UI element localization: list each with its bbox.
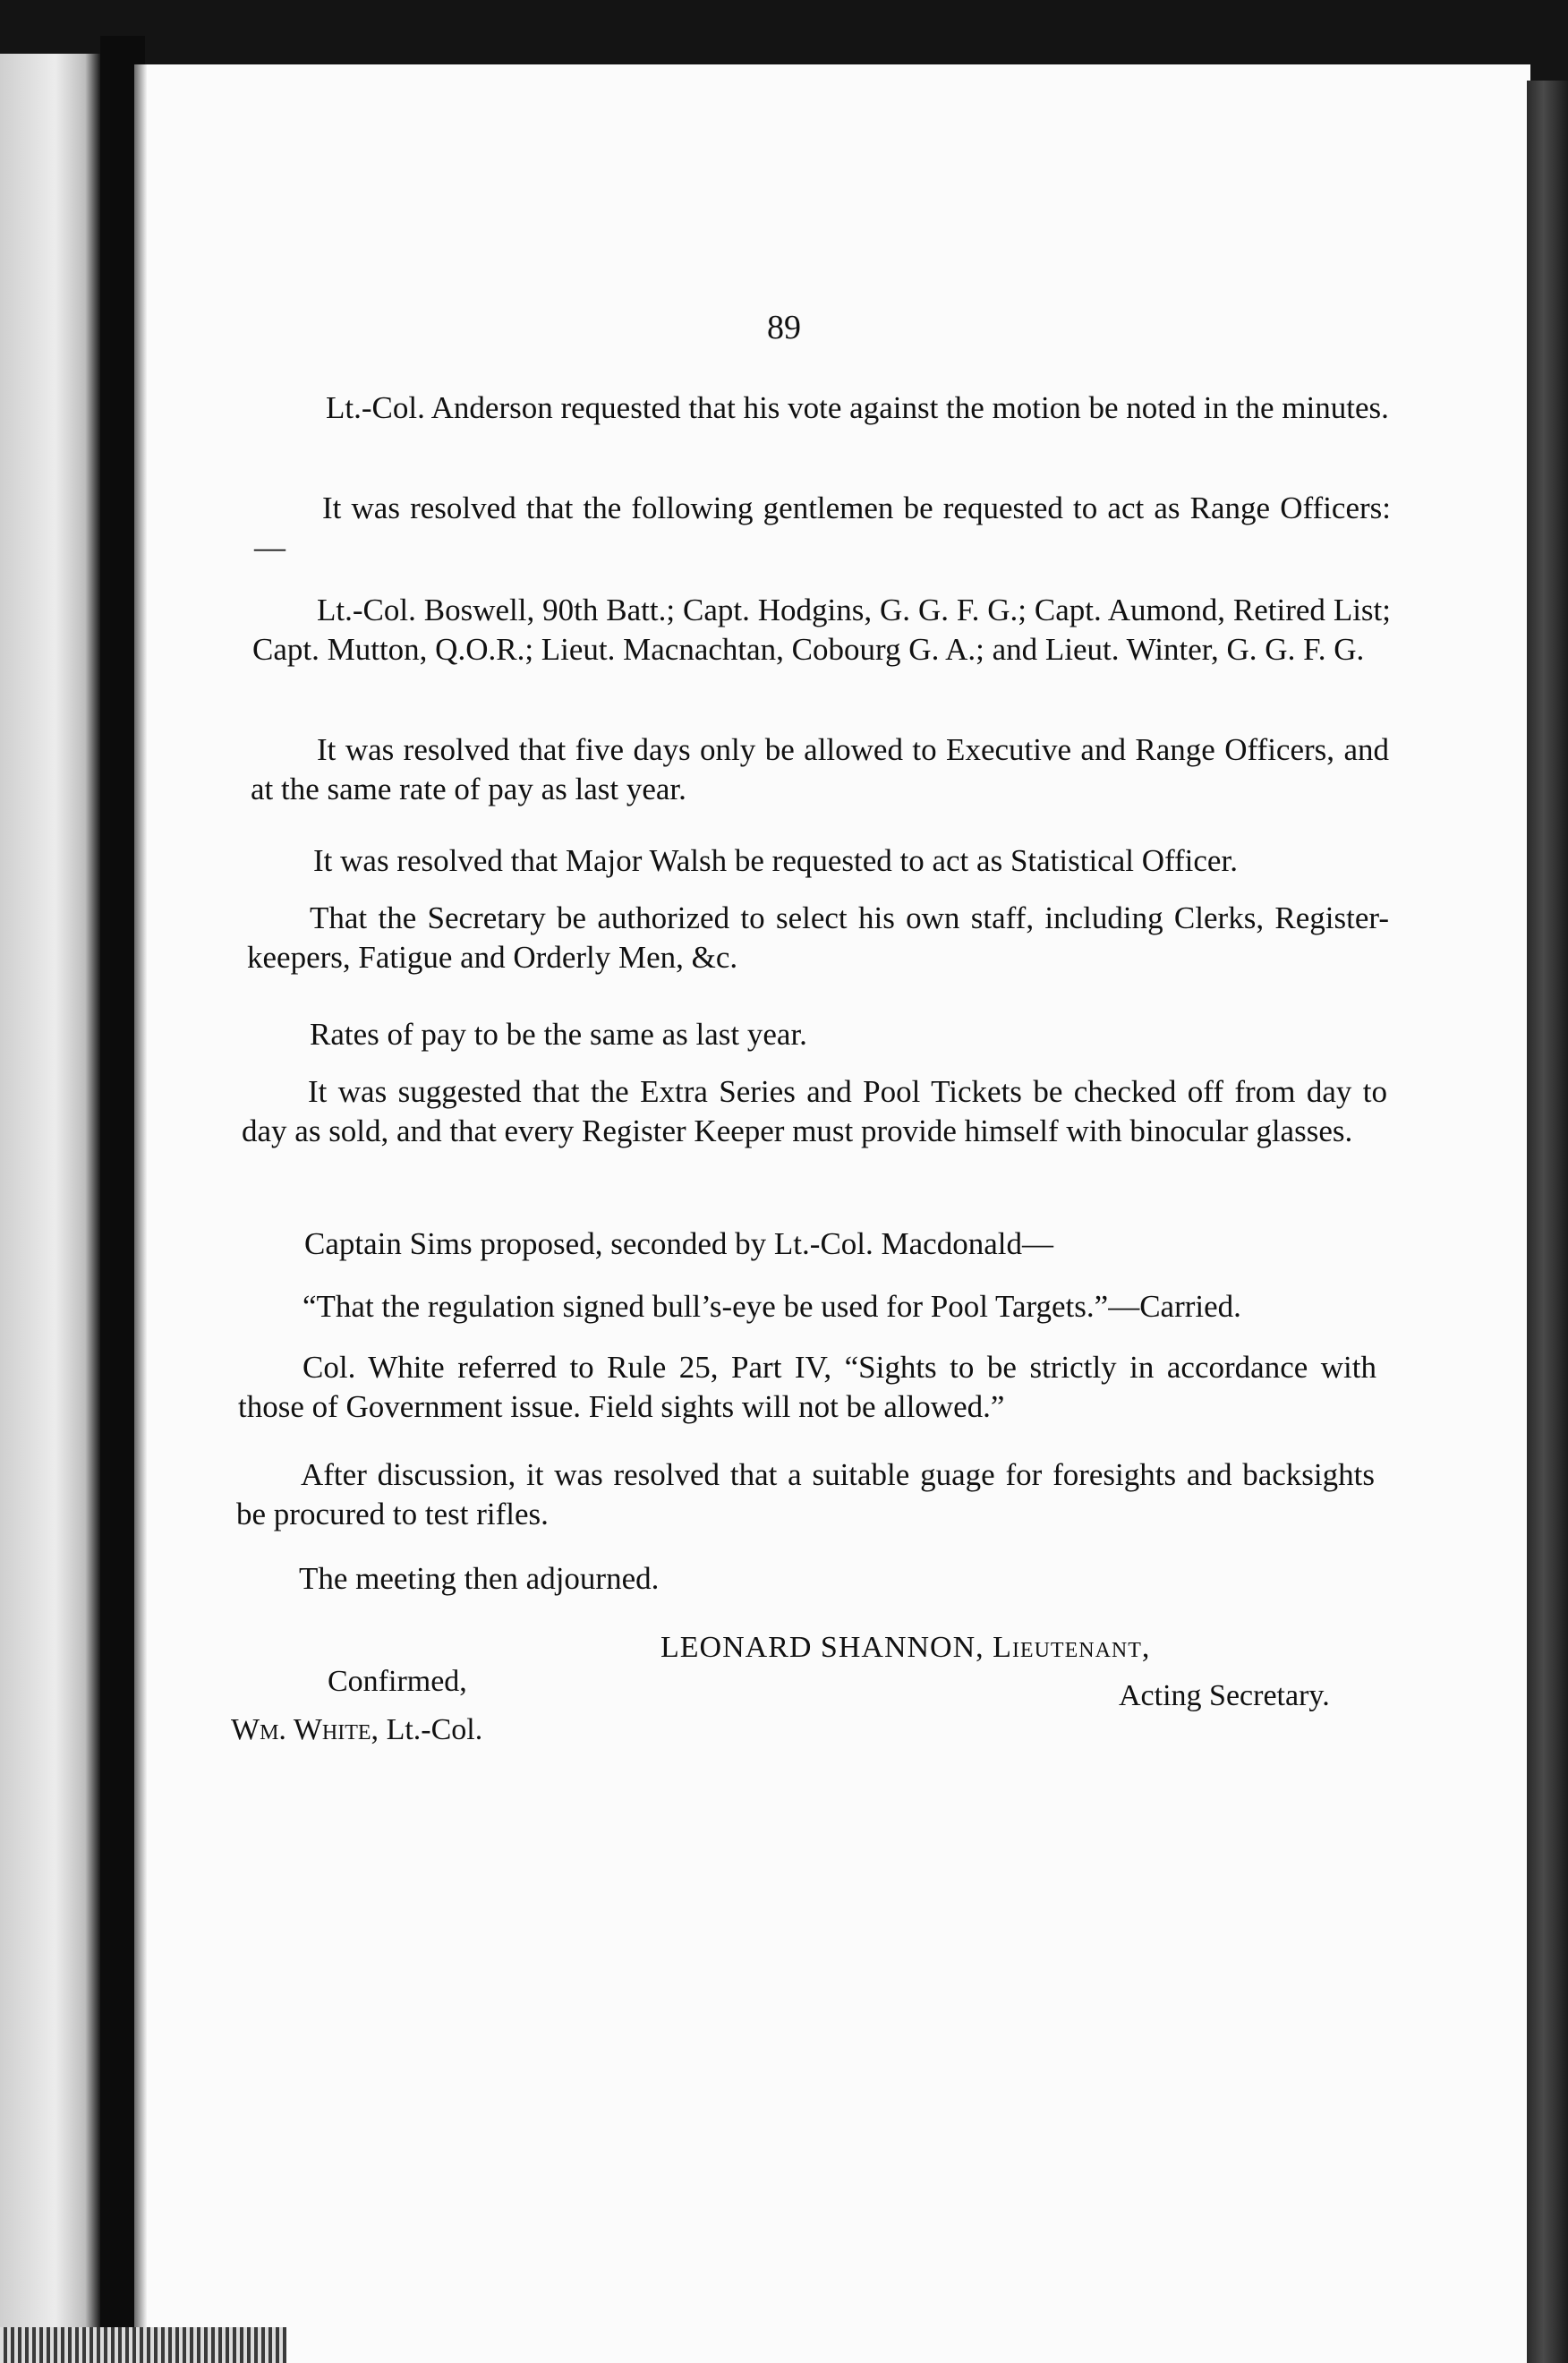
paragraph-6: That the Secretary be authorized to select his own staff, including Clerks, Register-keepers, Fatigue and Orderly Men, &c. (247, 900, 1389, 975)
paragraph-2: It was resolved that the following gentlemen be requested to act as Range Officers:— (254, 491, 1391, 565)
confirmed-label: Confirmed, (328, 1665, 467, 1698)
bottom-edge-strip (0, 2327, 286, 2363)
signatory-block (660, 1631, 1150, 1665)
paragraph-4: It was resolved that five days only be allowed to Executive and Range Officers, and at the same rate of pay as last year. (251, 732, 1389, 806)
paragraph-9: Captain Sims proposed, seconded by Lt.-Col. Macdonald— (304, 1226, 1053, 1261)
paragraph-13: The meeting then adjourned. (299, 1561, 660, 1596)
paragraph-3-range-officers: Lt.-Col. Boswell, 90th Batt.; Capt. Hodgins, G. G. F. G.; Capt. Aumond, Retired List; Capt. Mutton, Q.O.R.; Lieut. Macnachtan, Cobourg G. A.; and Lieut. Winter, G. G. F. G. (252, 593, 1391, 667)
confirmer-rank: Lt.-Col. (386, 1713, 483, 1746)
page-number: 89 (767, 309, 801, 346)
paragraph-12: After discussion, it was resolved that a suitable guage for foresights and backsights be procured to test rifles. (236, 1457, 1375, 1531)
signatory-title: Acting Secretary. (1119, 1679, 1330, 1712)
paragraph-1: Lt.-Col. Anderson requested that his vote against the motion be noted in the minutes. (326, 390, 1389, 425)
confirmer-block (231, 1713, 482, 1747)
right-page-edge (1527, 81, 1568, 2363)
paragraph-11: Col. White referred to Rule 25, Part IV, “Sights to be strictly in accordance with those of Government issue. Field sights will not be allowed.” (238, 1350, 1376, 1424)
paragraph-5: It was resolved that Major Walsh be requested to act as Statistical Officer. (313, 843, 1238, 878)
confirmer-name: Wm. White, (231, 1713, 379, 1746)
paragraph-7: Rates of pay to be the same as last year. (310, 1017, 807, 1052)
signatory-rank: Lieutenant, (993, 1631, 1151, 1664)
paragraph-10: “That the regulation signed bull’s-eye be used for Pool Targets.”—Carried. (303, 1289, 1241, 1324)
paragraph-8: It was suggested that the Extra Series and Pool Tickets be checked off from day to day as sold, and that every Register Keeper must provide himself with binocular glasses. (242, 1074, 1387, 1148)
left-page-edge (0, 54, 100, 2345)
signatory-name: LEONARD SHANNON, (660, 1631, 984, 1664)
